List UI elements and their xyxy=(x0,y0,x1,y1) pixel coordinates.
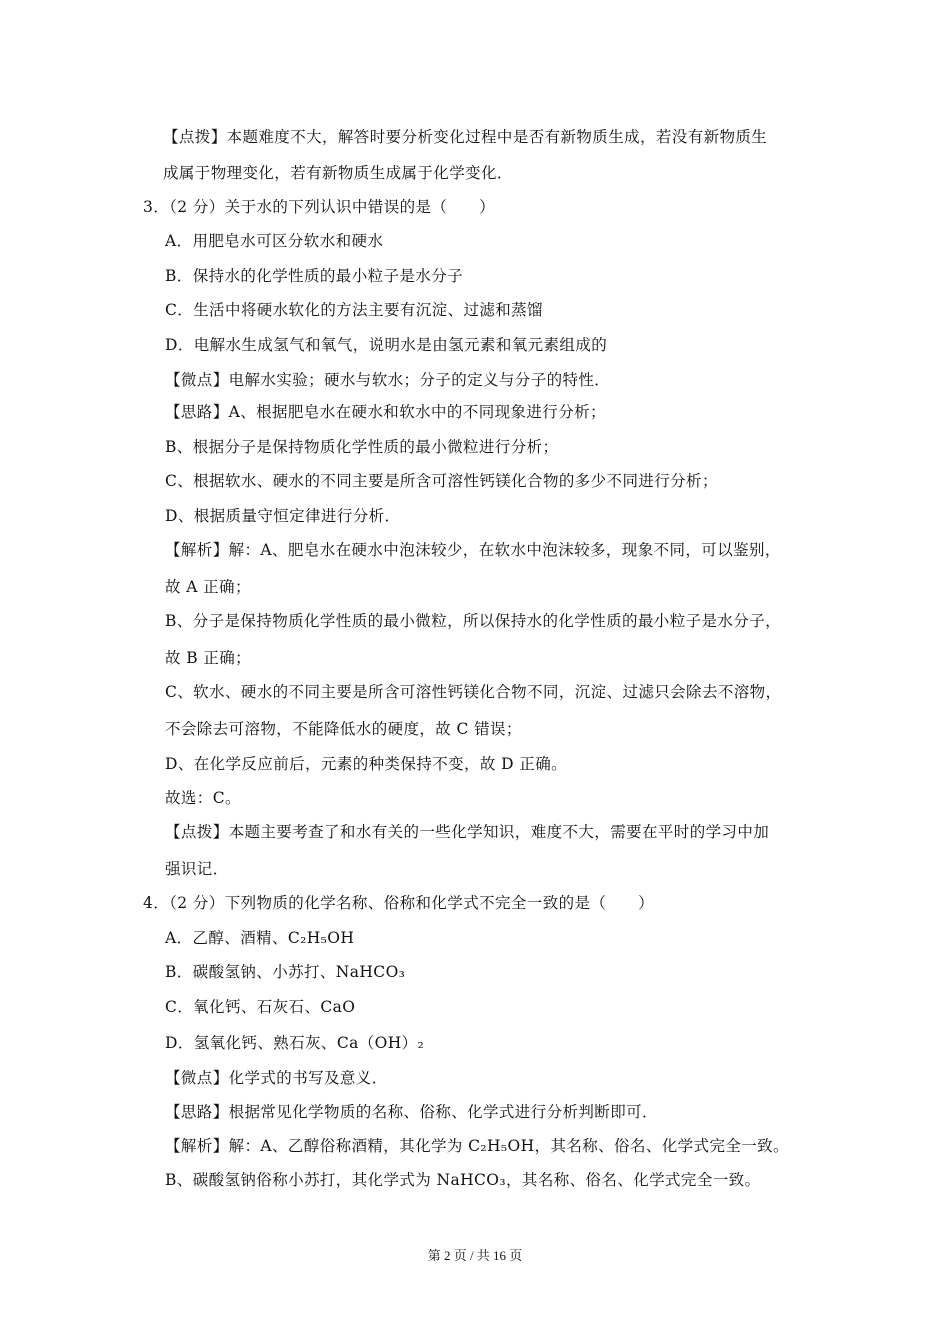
text-line: A．乙醇、酒精、C₂H₅OH xyxy=(165,929,355,947)
text-line: D、根据质量守恒定律进行分析． xyxy=(165,507,401,525)
text-line: B、分子是保持物质化学性质的最小微粒，所以保持水的化学性质的最小粒子是水分子， xyxy=(165,612,781,630)
page-footer: 第 2 页 / 共 16 页 xyxy=(427,1248,523,1263)
text-line: 【点拨】本题难度不大，解答时要分析变化过程中是否有新物质生成，若没有新物质生 xyxy=(163,128,768,146)
text-line: D．氢氧化钙、熟石灰、Ca（OH）₂ xyxy=(165,1034,425,1052)
text-line: 不会除去可溶物，不能降低水的硬度，故 C 错误； xyxy=(165,720,522,738)
text-line: 3．（2 分）关于水的下列认识中错误的是（ ） xyxy=(143,198,496,216)
text-line: D、在化学反应前后，元素的种类保持不变，故 D 正确。 xyxy=(165,755,568,773)
text-line: 4．（2 分）下列物质的化学名称、俗称和化学式不完全一致的是（ ） xyxy=(143,894,655,912)
text-line: B、根据分子是保持物质化学性质的最小微粒进行分析； xyxy=(165,438,559,456)
text-line: 强识记． xyxy=(165,860,229,878)
text-line: 【微点】电解水实验；硬水与软水；分子的定义与分子的特性． xyxy=(165,371,611,389)
text-line: 【思路】根据常见化学物质的名称、俗称、化学式进行分析判断即可． xyxy=(165,1103,658,1121)
text-line: 故 B 正确； xyxy=(165,649,252,667)
text-line: B．碳酸氢钠、小苏打、NaHCO₃ xyxy=(165,963,406,981)
text-line: 故 A 正确； xyxy=(165,578,251,596)
text-line: 【思路】A、根据肥皂水在硬水和软水中的不同现象进行分析； xyxy=(165,403,606,421)
text-line: C．生活中将硬水软化的方法主要有沉淀、过滤和蒸馏 xyxy=(165,301,543,319)
text-line: 【点拨】本题主要考查了和水有关的一些化学知识，难度不大，需要在平时的学习中加 xyxy=(165,823,770,841)
text-line: C、根据软水、硬水的不同主要是所含可溶性钙镁化合物的多少不同进行分析； xyxy=(165,472,718,490)
text-line: B、碳酸氢钠俗称小苏打，其化学式为 NaHCO₃，其名称、俗名、化学式完全一致。 xyxy=(165,1171,761,1189)
text-line: C、软水、硬水的不同主要是所含可溶性钙镁化合物不同，沉淀、过滤只会除去不溶物， xyxy=(165,683,782,701)
text-line: 成属于物理变化，若有新物质生成属于化学变化． xyxy=(163,164,513,182)
text-line: D．电解水生成氢气和氧气，说明水是由氢元素和氧元素组成的 xyxy=(165,336,608,354)
text-line: 【解析】解：A、乙醇俗称酒精，其化学为 C₂H₅OH，其名称、俗名、化学式完全一致。 xyxy=(165,1137,789,1155)
text-line: 【解析】解：A、肥皂水在硬水中泡沫较少，在软水中泡沫较多，现象不同，可以鉴别， xyxy=(165,541,781,559)
text-line: 故选：C。 xyxy=(165,789,241,807)
text-line: 【微点】化学式的书写及意义． xyxy=(165,1069,388,1087)
text-line: A．用肥皂水可区分软水和硬水 xyxy=(165,232,384,250)
text-line: B．保持水的化学性质的最小粒子是水分子 xyxy=(165,267,463,285)
text-line: C．氧化钙、石灰石、CaO xyxy=(165,998,356,1016)
